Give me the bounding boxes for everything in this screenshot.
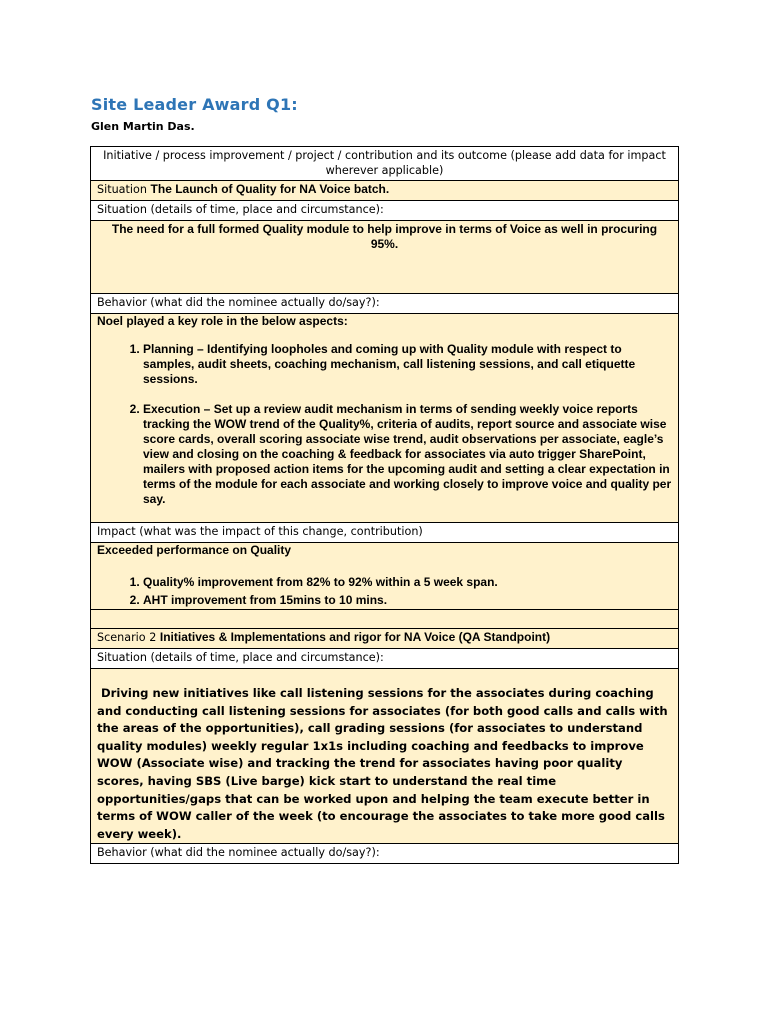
impact-list	[97, 573, 672, 609]
table-row	[91, 649, 679, 669]
impact-intro: Exceeded performance on Quality	[97, 543, 292, 557]
behavior-list	[97, 342, 672, 507]
behavior-label: Behavior (what did the nominee actually do/say?):	[91, 294, 679, 314]
scenario-1-title-cell	[91, 181, 679, 201]
behavior-intro: Noel played a key role in the below aspects:	[97, 314, 348, 328]
nomination-table	[90, 146, 679, 864]
behavior-cell	[91, 314, 679, 523]
list-item: 2. AHT improvement from 15mins to 10 mins.	[143, 591, 672, 609]
situation-label: Situation (details of time, place and circumstance):	[91, 201, 679, 221]
list-item: 1. Planning – Identifying loopholes and coming up with Quality module with respect to samples, audit sheets, coaching mechanism, call listening sessions, and call etiquette sessions.	[143, 342, 672, 387]
table-row	[91, 181, 679, 201]
table-row	[91, 523, 679, 543]
situation-text: The need for a full formed Quality module to help improve in terms of Voice as well in procuring 95%.	[91, 221, 679, 294]
situation-2-label: Situation (details of time, place and circumstance):	[91, 649, 679, 669]
scenario-2-title-cell	[91, 629, 679, 649]
nominee-name: Glen Martin Das.	[91, 120, 195, 133]
table-row	[91, 294, 679, 314]
scenario-1-title: The Launch of Quality for NA Voice batch.	[150, 182, 390, 196]
impact-label: Impact (what was the impact of this change, contribution)	[91, 523, 679, 543]
table-row	[91, 314, 679, 523]
list-item: 2. Execution – Set up a review audit mechanism in terms of sending weekly voice reports tracking the WOW trend of the Quality%, criteria of audits, report source and associate wise score cards, overall scoring associate wise trend, audit observations per associate, eagle’s view and closing on the coaching & feedback for associates via auto trigger SharePoint, mailers with proposed action items for the upcoming audit and setting a clear expectation in terms of the module for each associate and working closely to improve voice and quality per say.	[143, 402, 672, 507]
list-item: 1. Quality% improvement from 82% to 92% within a 5 week span.	[143, 573, 672, 591]
table-row	[91, 610, 679, 629]
table-row	[91, 844, 679, 864]
document-title: Site Leader Award Q1:	[91, 95, 298, 114]
impact-cell	[91, 543, 679, 610]
header-cell: Initiative / process improvement / project / contribution and its outcome (please add data for impact wherever applicable)	[91, 147, 679, 181]
table-row	[91, 221, 679, 294]
table-row	[91, 629, 679, 649]
empty-cell	[91, 610, 679, 629]
table-row	[91, 543, 679, 610]
situation-2-text: Driving new initiatives like call listening sessions for the associates during coaching and conducting call listening sessions for associates (for both good calls and calls with the areas of the opportunities), call grading sessions (for associates to understand quality modules) weekly regular 1x1s including coaching and feedbacks to improve WOW (Associate wise) and tracking the trend for associates having poor quality scores, having SBS (Live barge) kick start to understand the real time opportunities/gaps that can be worked upon and helping the team execute better in terms of WOW caller of the week (to encourage the associates to take more good calls every week).	[91, 669, 679, 844]
behavior-2-label: Behavior (what did the nominee actually do/say?):	[91, 844, 679, 864]
scenario-2-prefix: Scenario 2	[97, 631, 160, 644]
scenario-2-title: Initiatives & Implementations and rigor for NA Voice (QA Standpoint)	[159, 630, 551, 644]
table-row	[91, 147, 679, 181]
table-row	[91, 201, 679, 221]
table-row	[91, 669, 679, 844]
scenario-1-prefix: Situation	[97, 183, 151, 196]
